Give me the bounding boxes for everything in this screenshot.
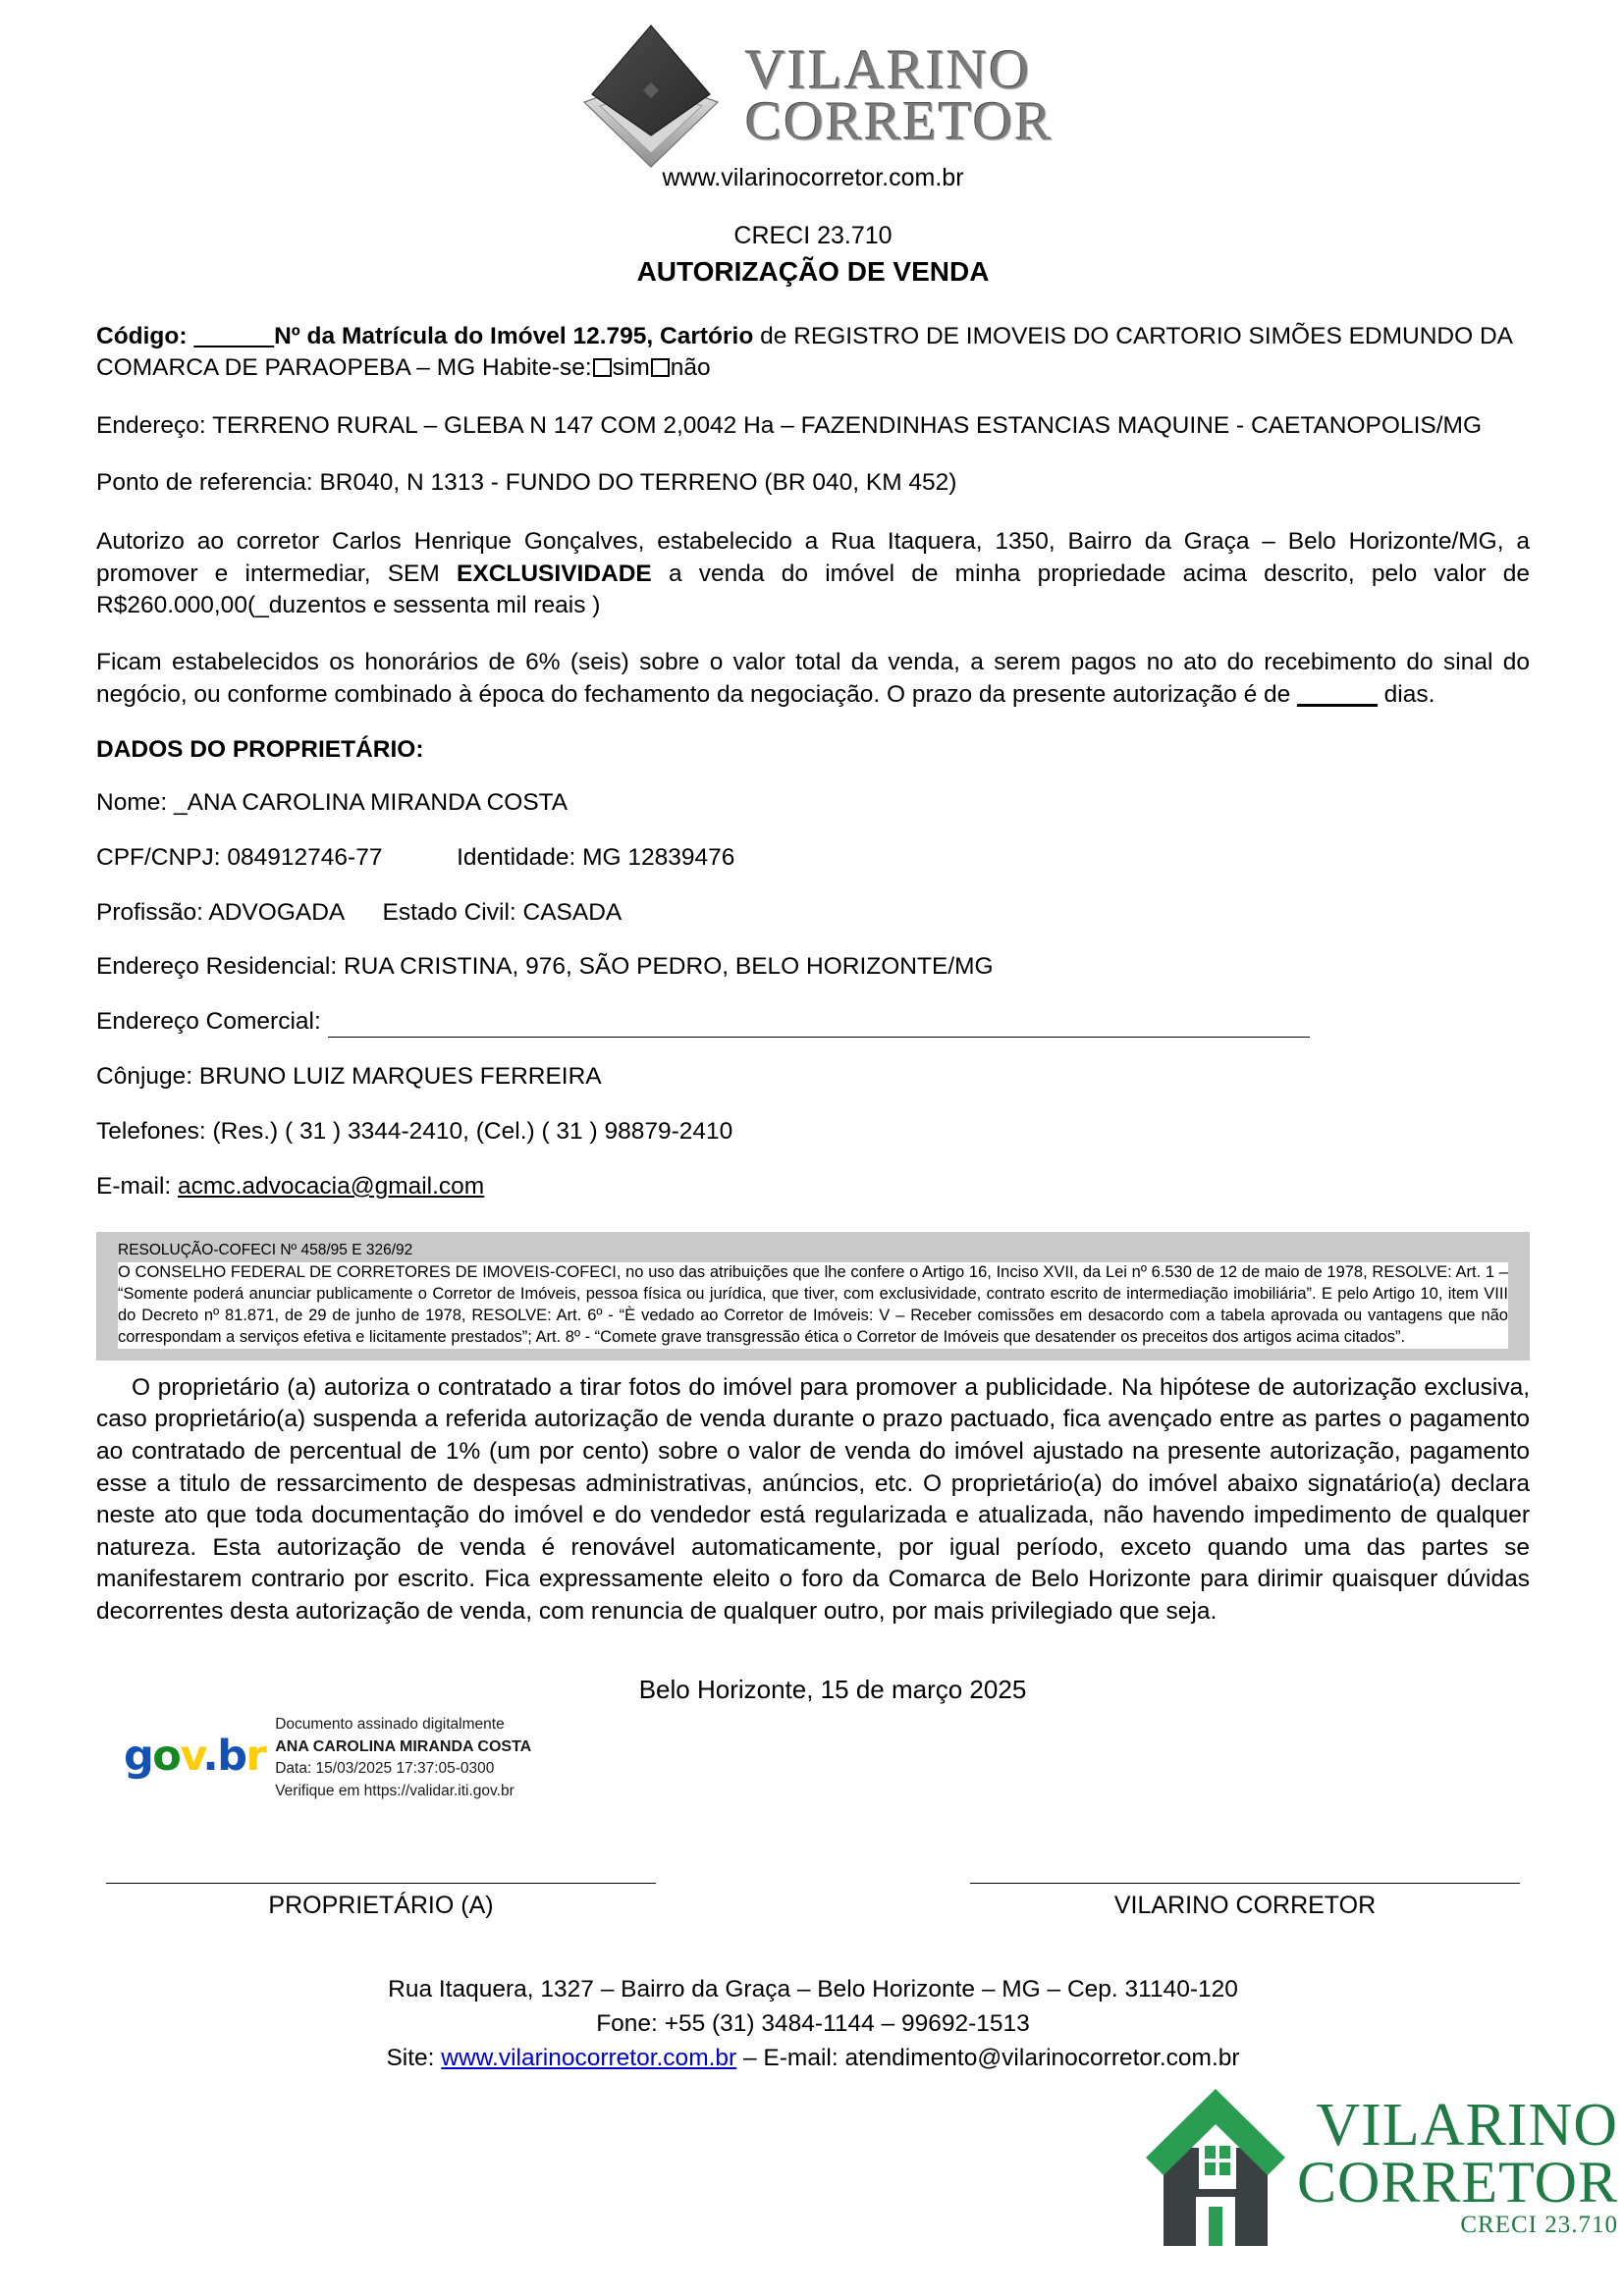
footer-logo-line-1: VILARINO — [1316, 2091, 1618, 2159]
endereco-residencial-value[interactable]: RUA CRISTINA, 976, SÃO PEDRO, BELO HORIZONTE/MG — [343, 953, 994, 981]
govbr-heading: Documento assinado digitalmente — [275, 1716, 505, 1734]
profissao-label: Profissão: — [96, 898, 209, 926]
nome-value[interactable]: _ANA CAROLINA MIRANDA COSTA — [173, 788, 568, 816]
footer-email[interactable]: atendimento@vilarinocorretor.com.br — [844, 2044, 1240, 2071]
endereco-comercial-value[interactable] — [328, 1013, 1310, 1038]
page-title: AUTORIZAÇÃO DE VENDA — [636, 256, 990, 287]
field-email — [96, 1171, 1530, 1202]
ponto-referencia-value: BR040, N 1313 - FUNDO DO TERRENO (BR 040, KM 452) — [319, 468, 957, 496]
honorarios-blank[interactable]: ______ — [1297, 680, 1378, 708]
clausula-final-paragraph: O proprietário (a) autoriza o contratado a tirar fotos do imóvel para promover a publicidade. Na hipótese de autorização exclusiva, caso proprietário(a) suspenda a referida autorização de venda durante o prazo pactuado, fica avençado entre as partes o pagamento ao contratado de percentual de 1% (um por cento) sobre o valor de venda do imóvel ajustado na presente autorização, pagamento esse a titulo de ressarcimento de despesas administrativas, anúncios, etc. O proprietário(a) do imóvel abaixo signatário(a) declara neste ato que toda documentação do imóvel e do vendedor está regularizada e atualizada, não havendo impedimento de qualquer natureza. Esta autorização de venda é renovável automaticamente, por igual período, exceto quando uma das partes se manifestarem contrario por escrito. Fica expressamente eleito o foro da Comarca de Belo Horizonte para dirimir quaisquer dúvidas decorrentes desta autorização de venda, com renuncia de qualquer outro, por mais privilegiado que seja. — [96, 1373, 1530, 1625]
govbr-signature-date: Data: 15/03/2025 17:37:05-0300 — [275, 1760, 495, 1778]
footer-address: Rua Itaquera, 1327 – Bairro da Graça – Belo Horizonte – MG – Cep. 31140-120 — [388, 1976, 1238, 2002]
autorizo-part1: Autorizo ao corretor Carlos Henrique Gonçalves, estabelecido a Rua Itaquera, 1350, Bairro da Graça – Belo Horizonte/MG, a promover e intermediar, SEM — [96, 528, 1530, 587]
checkbox-habite-nao[interactable] — [651, 358, 670, 377]
autorizo-part2: a venda do imóvel de minha propriedade acima descrito, pelo valor de R$260.000,00(_duzentos e sessenta mil reais ) — [96, 560, 1530, 618]
endereco-comercial-label: Endereço Comercial: — [96, 1008, 328, 1036]
resolucao-cofeci-box — [96, 1232, 1530, 1361]
govbr-signer-name: ANA CAROLINA MIRANDA COSTA — [275, 1737, 532, 1755]
signature-area — [96, 1675, 1530, 1861]
signature-lines — [96, 1883, 1530, 1920]
field-endereco-residencial — [96, 951, 1530, 983]
logo-line-1: VILARINO — [745, 38, 1032, 101]
estado-civil-value[interactable]: CASADA — [522, 898, 623, 926]
ponto-referencia-block — [96, 467, 1530, 499]
email-value[interactable]: acmc.advocacia@gmail.com — [178, 1172, 485, 1200]
resolucao-title: RESOLUÇÃO-COFECI Nº 458/95 E 326/92 — [96, 1241, 1530, 1262]
section-title-proprietario: DADOS DO PROPRIETÁRIO: — [96, 735, 424, 763]
footer-site-email — [96, 2042, 1530, 2076]
codigo-blank[interactable]: ______ — [193, 323, 275, 349]
endereco-imovel-block — [96, 410, 1530, 442]
cartorio-text: de REGISTRO DE IMOVEIS DO CARTORIO SIMÕES EDMUNDO DA COMARCA DE PARAOPEBA – MG — [96, 323, 1512, 382]
govbr-verify-url: Verifique em https://validar.iti.gov.br — [275, 1782, 514, 1799]
footer-logo-creci: CRECI 23.710 — [1460, 2212, 1618, 2239]
autorizo-exclusividade: EXCLUSIVIDADE — [457, 560, 652, 587]
ponto-referencia-label: Ponto de referencia: — [96, 468, 320, 496]
date-line: Belo Horizonte, 15 de março 2025 — [638, 1675, 1027, 1705]
footer-site-label: Site: — [386, 2044, 442, 2071]
document-content — [96, 0, 1530, 1920]
signature-label-proprietario: PROPRIETÁRIO (A) — [268, 1892, 494, 1920]
endereco-residencial-label: Endereço Residencial: — [96, 953, 344, 981]
matricula-text: Nº da Matrícula do Imóvel 12.795, Cartório — [274, 323, 754, 349]
field-profissao-estadocivil — [96, 897, 1530, 929]
telefones-label: Telefones: — [96, 1118, 213, 1146]
signature-block-corretor — [970, 1883, 1520, 1920]
resolucao-body: O CONSELHO FEDERAL DE CORRETORES DE IMOVEIS-COFECI, no uso das atribuições que lhe confere o Artigo 16, Inciso XVII, da Lei nº 6.530 de 12 de maio de 1978, RESOLVE: Art. 1 – “Somente poderá anunciar publicamente o Corretor de Imóveis, pessoa física ou jurídica, que tiver, com exclusividade, contrato escrito de intermediação imobiliária”. E pelo Artigo 10, item VIII do Decreto nº 81.871, de 29 de junho de 1978, RESOLVE: Art. 6º - “È vedado ao Corretor de Imóveis: V – Receber comissões em desacordo com a tabela aprovada ou vantagens que não correspondam a serviços efetiva e licitamente prestados”; Art. 8º - “Comete grave transgressão ética o Corretor de Imóveis que desatender os preceitos dos artigos acima citados”. — [118, 1262, 1508, 1349]
endereco-imovel-label: Endereço: — [96, 411, 213, 439]
identidade-value[interactable]: MG 12839476 — [582, 843, 735, 871]
conjuge-value[interactable]: BRUNO LUIZ MARQUES FERREIRA — [198, 1063, 602, 1091]
footer-logo — [1035, 2081, 1624, 2253]
habite-sim-label: sim — [612, 354, 650, 382]
footer-logo-wordmark — [1297, 2091, 1624, 2239]
honorarios-paragraph — [96, 647, 1530, 711]
nome-label: Nome: — [96, 788, 174, 816]
honorarios-part2: dias. — [1377, 680, 1435, 708]
govbr-signature-stamp — [124, 1710, 531, 1801]
autorizo-paragraph — [96, 526, 1530, 621]
codigo-block — [96, 321, 1530, 385]
telefones-value[interactable]: (Res.) ( 31 ) 3344-2410, (Cel.) ( 31 ) 98879-2410 — [212, 1118, 733, 1146]
field-conjuge — [96, 1061, 1530, 1093]
govbr-details — [275, 1710, 531, 1801]
signature-rule-right — [970, 1883, 1520, 1884]
habite-se-label: Habite-se: — [482, 354, 592, 382]
estado-civil-label: Estado Civil: — [382, 898, 523, 926]
govbr-logo-icon: gov.br — [124, 1732, 266, 1782]
header-creci: CRECI 23.710 — [733, 222, 893, 249]
field-endereco-comercial — [96, 1006, 1530, 1038]
endereco-imovel-value: TERRENO RURAL – GLEBA N 147 COM 2,0042 Ha – FAZENDINHAS ESTANCIAS MAQUINE - CAETANOPOLIS/MG — [212, 411, 1482, 439]
codigo-label: Código: — [96, 323, 188, 349]
email-label: E-mail: — [96, 1172, 179, 1200]
identidade-label: Identidade: — [457, 843, 583, 871]
header-site-url: www.vilarinocorretor.com.br — [662, 164, 964, 191]
signature-label-corretor: VILARINO CORRETOR — [1113, 1892, 1377, 1920]
field-telefones — [96, 1116, 1530, 1148]
cpf-value[interactable]: 084912746-77 — [227, 843, 383, 871]
footer-site-link[interactable]: www.vilarinocorretor.com.br — [441, 2044, 737, 2071]
footer-phone: Fone: +55 (31) 3484-1144 – 99692-1513 — [596, 2009, 1030, 2037]
house-logo-icon — [1142, 2081, 1289, 2253]
signature-rule-left — [106, 1883, 656, 1884]
conjuge-label: Cônjuge: — [96, 1063, 199, 1091]
cpf-label: CPF/CNPJ: — [96, 843, 228, 871]
field-nome — [96, 787, 1530, 819]
logo-wordmark — [745, 38, 1054, 152]
habite-nao-label: não — [670, 354, 711, 382]
honorarios-part1: Ficam estabelecidos os honorários de 6% (seis) sobre o valor total da venda, a serem pagos no ato do recebimento do sinal do negócio, ou conforme combinado à época do fechamento da negociação. O prazo da presente autorização é de — [96, 649, 1530, 708]
signature-block-proprietario — [106, 1883, 656, 1920]
header-logo — [96, 0, 1530, 162]
diamond-logo-icon — [572, 18, 730, 175]
logo-line-2: CORRETOR — [745, 90, 1054, 152]
profissao-value[interactable]: ADVOGADA — [208, 898, 344, 926]
footer-logo-line-2: CORRETOR — [1297, 2150, 1618, 2216]
checkbox-habite-sim[interactable] — [593, 358, 612, 377]
field-cpf-identidade — [96, 842, 1530, 874]
footer-separator: – E-mail: — [736, 2044, 845, 2071]
footer-contact — [96, 1973, 1530, 2075]
